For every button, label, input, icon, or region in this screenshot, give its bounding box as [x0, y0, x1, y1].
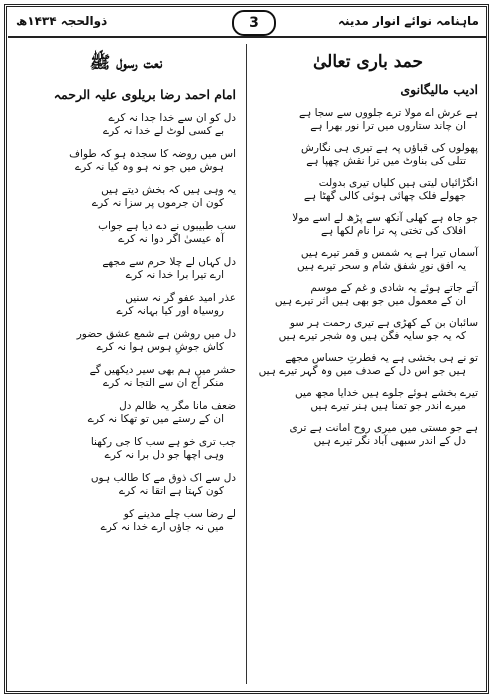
verse-line: بے کسی لوٹ لے خدا نہ کرے: [102, 125, 224, 137]
hamd-column: [252, 44, 484, 684]
couplet: [10, 256, 242, 282]
couplet: [252, 212, 484, 238]
couplet: [10, 112, 242, 138]
verse-line: یہ وہی ہیں کہ بخش دیتے ہیں: [101, 184, 236, 196]
verse-line: یہ افق نورِ شفق شام و سحر تیرے ہیں: [296, 260, 466, 272]
verse-line: دل کو ان سے خدا جدا نہ کرے: [108, 112, 236, 124]
verse-line: افلاک کی تختی پہ ترا نام لکھا ہے: [320, 225, 466, 237]
verse-line: انگڑائیاں لیتی ہیں کلیاں تیری بدولت: [318, 177, 478, 189]
verse-line: جھولے فلک چھائی ہوئی کالی گھٹا ہے: [303, 190, 466, 202]
verse-line: میں نہ جاؤں ارے خدا نہ کرے: [100, 521, 224, 533]
couplet: [252, 352, 484, 378]
couplet: [252, 422, 484, 448]
verse-line: آسماں تیرا ہے یہ شمس و قمر تیرے ہیں: [300, 247, 478, 259]
couplet: [10, 472, 242, 498]
hamd-title: حمد باری تعالیٰ: [313, 52, 423, 72]
verse-line: دل میں روشن ہے شمع عشق حضور: [76, 328, 236, 340]
verse-line: عذر امید عفو گر نہ سنیں: [125, 292, 236, 304]
naat-title-wrap: [10, 52, 242, 77]
verse-line: روسیاہ اور کیا بہانہ کرے: [116, 305, 224, 317]
verse-line: تو نے ہی بخشی ہے یہ فطرتِ حساس مجھے: [285, 352, 478, 364]
verse-line: ان کے رستے میں تو تھکا نہ کرے: [87, 413, 224, 425]
couplet: [252, 142, 484, 168]
verse-line: کون کہتا ہے اتقا نہ کرے: [118, 485, 224, 497]
verse-line: تتلی کی بناوٹ میں ترا نقش چھپا ہے: [306, 155, 466, 167]
verse-line: ارے تیرا برا خدا نہ کرے: [125, 269, 224, 281]
couplet: [10, 328, 242, 354]
header-date: ذوالحجہ ۱۴۳۴ھ: [16, 14, 108, 28]
naat-title: نعت رسول: [116, 53, 163, 73]
couplet: [252, 387, 484, 413]
couplet: [10, 364, 242, 390]
verse-line: کہ یہ جو سایہ فگن ہیں وہ شجر تیرے ہیں: [278, 330, 466, 342]
naat-column: [10, 44, 242, 684]
verse-line: لے رضا سب چلے مدینے کو: [123, 508, 236, 520]
couplet: [10, 184, 242, 210]
couplet: [252, 107, 484, 133]
verse-line: پھولوں کی قباؤں پہ ہے تیری ہی نگارش: [301, 142, 478, 154]
hamd-author: ادیب مالیگانوی: [400, 82, 478, 97]
naat-author: امام احمد رضا بریلوی علیہ الرحمہ: [53, 87, 236, 102]
verse-line: سب طبیبوں نے دے دیا ہے جواب: [98, 220, 236, 232]
verse-line: میرے اندر جو تمنا ہیں ہنر تیرے ہیں: [310, 400, 466, 412]
verse-line: آتے جاتے ہوئے یہ شادی و غم کے موسم: [310, 282, 478, 294]
verse-line: تیرے بخشے ہوئے جلوے ہیں خدایا مجھ میں: [295, 387, 478, 399]
verse-line: دل کہاں لے چلا حرم سے مجھے: [102, 256, 236, 268]
verse-line: آہ عیسیٰ اگر دوا نہ کرے: [118, 233, 224, 245]
verse-line: ان چاند ستاروں میں ترا نور بھرا ہے: [310, 120, 466, 132]
verse-line: کاش جوشِ ہوس ہوا نہ کرے: [96, 341, 224, 353]
couplet: [252, 247, 484, 273]
verse-line: دل کے اندر سبھی آباد نگر تیرے ہیں: [313, 435, 466, 447]
couplet: [10, 220, 242, 246]
couplet: [252, 282, 484, 308]
page-number: 3: [232, 10, 276, 36]
verse-line: کون ان جرموں پر سزا نہ کرے: [91, 197, 224, 209]
couplet: [252, 317, 484, 343]
couplet: [252, 177, 484, 203]
verse-line: ضعف مانا مگر یہ ظالم دل: [119, 400, 236, 412]
magazine-name: ماہنامہ نوائے انوار مدینہ: [337, 14, 479, 28]
verse-line: حشر میں ہم بھی سیر دیکھیں گے: [89, 364, 236, 376]
verse-line: ہوش میں جو نہ ہو وہ کیا نہ کرے: [74, 161, 224, 173]
verse-line: سائبان بن کے کھڑی ہے تیری رحمت ہر سو: [289, 317, 478, 329]
verse-line: دل سے اک ذوق مے کا طالب ہوں: [90, 472, 236, 484]
verse-line: وہی اچھا جو دل برا نہ کرے: [104, 449, 224, 461]
couplet: [10, 436, 242, 462]
verse-line: جب تری خو ہے سب کا جی رکھنا: [90, 436, 236, 448]
verse-line: اس میں روضہ کا سجدہ ہو کہ طواف: [69, 148, 236, 160]
couplet: [10, 400, 242, 426]
verse-line: جو جاہ ہے کھلی آنکھ سے پڑھ لے اسے مولا: [292, 212, 478, 224]
verse-line: ان کے معمول میں جو بھی ہیں اثر تیرے ہیں: [274, 295, 466, 307]
verse-line: ہے عرش اے مولا ترے جلووں سے سجا ہے: [298, 107, 478, 119]
verse-line: ہیں جو اس دل کے صدف میں وہ گہر تیرے ہیں: [258, 365, 466, 377]
verse-line: ہے جو مستی میں میری روح امانت ہے تری: [289, 422, 478, 434]
couplet: [10, 508, 242, 534]
couplet: [10, 148, 242, 174]
naat-verses: [10, 112, 242, 534]
page-header: [8, 8, 487, 38]
verse-line: منکر آج ان سے التجا نہ کرے: [103, 377, 224, 389]
column-divider: [246, 44, 247, 684]
hamd-verses: [252, 107, 484, 448]
naat-title-ornament: ﷺ: [89, 53, 111, 73]
couplet: [10, 292, 242, 318]
